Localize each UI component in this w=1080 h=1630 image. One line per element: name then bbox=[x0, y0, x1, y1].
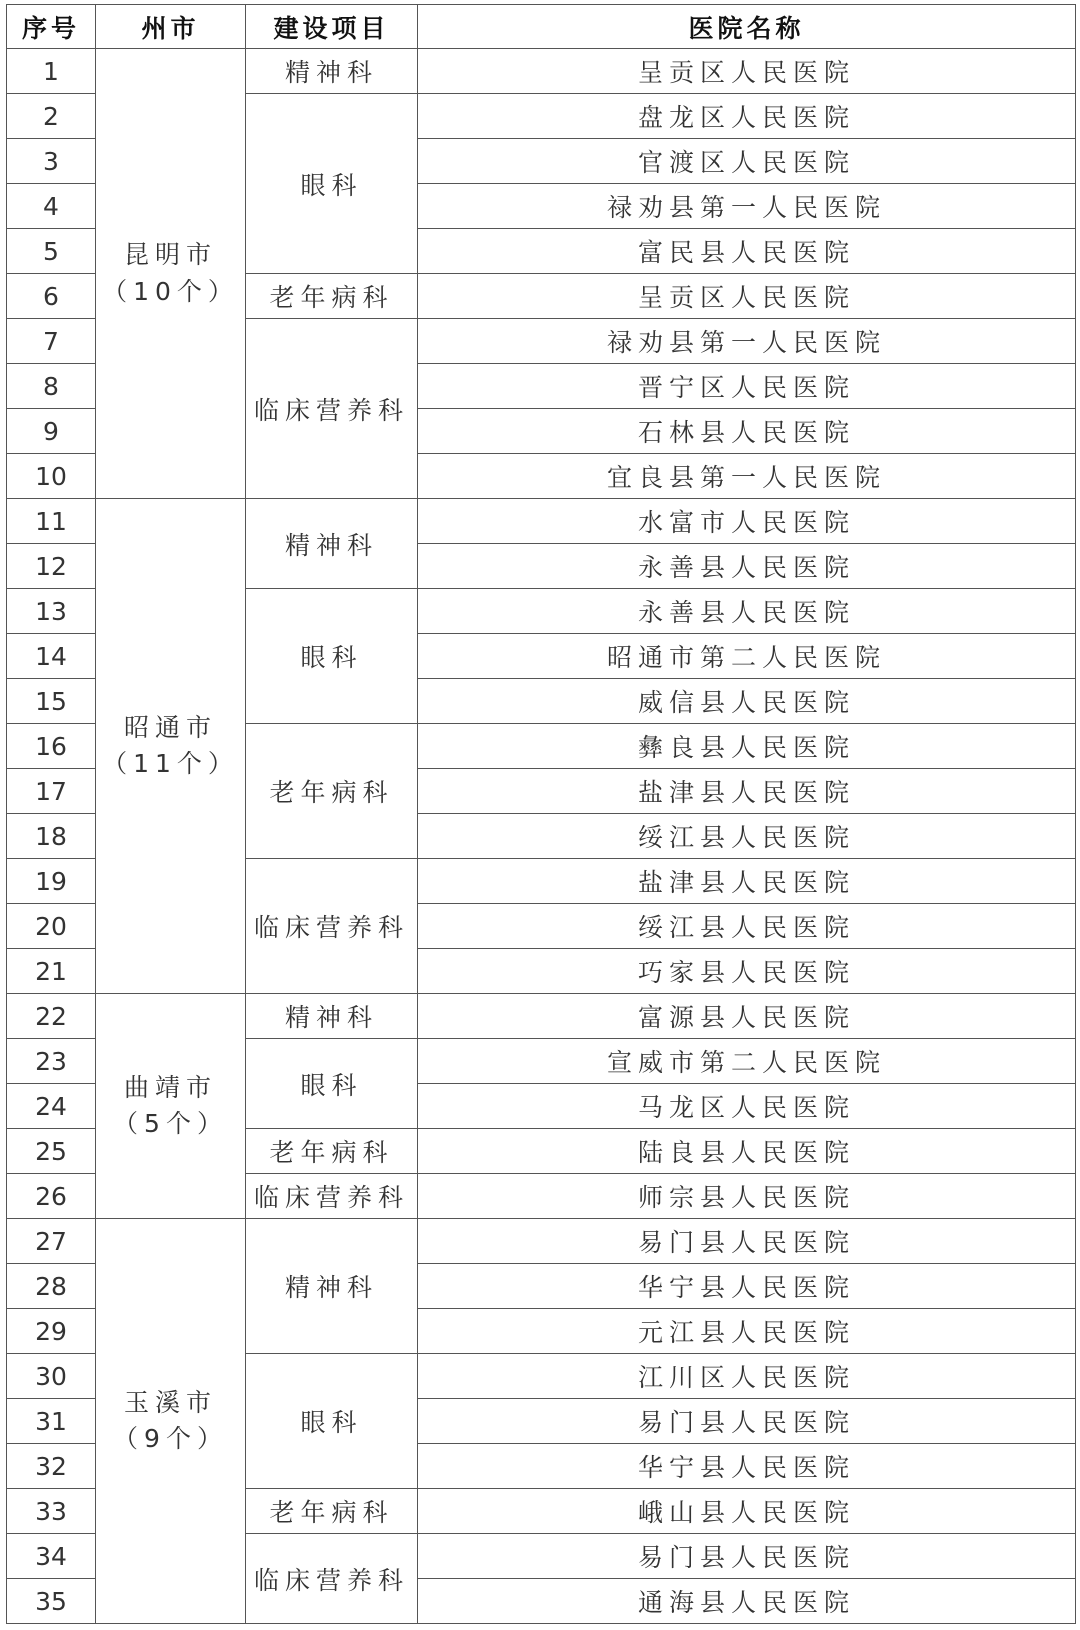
hospital-cell: 彝良县人民医院 bbox=[418, 724, 1076, 769]
city-count: （11个） bbox=[102, 749, 239, 778]
seq-cell: 29 bbox=[7, 1309, 96, 1354]
city-cell-yuxi bbox=[96, 1219, 246, 1624]
header-seq: 序号 bbox=[7, 5, 96, 49]
hospital-cell: 官渡区人民医院 bbox=[418, 139, 1076, 184]
hospital-cell: 富源县人民医院 bbox=[418, 994, 1076, 1039]
hospital-cell: 师宗县人民医院 bbox=[418, 1174, 1076, 1219]
header-city: 州市 bbox=[96, 5, 246, 49]
project-cell: 老年病科 bbox=[246, 724, 418, 859]
table-row bbox=[7, 1219, 1076, 1264]
project-cell: 眼科 bbox=[246, 1039, 418, 1129]
hospital-cell: 华宁县人民医院 bbox=[418, 1264, 1076, 1309]
hospital-cell: 昭通市第二人民医院 bbox=[418, 634, 1076, 679]
seq-cell: 34 bbox=[7, 1534, 96, 1579]
hospital-cell: 永善县人民医院 bbox=[418, 589, 1076, 634]
hospital-cell: 晋宁区人民医院 bbox=[418, 364, 1076, 409]
hospital-cell: 华宁县人民医院 bbox=[418, 1444, 1076, 1489]
seq-cell: 19 bbox=[7, 859, 96, 904]
city-name: 昆明市 bbox=[123, 240, 217, 270]
project-cell: 眼科 bbox=[246, 589, 418, 724]
hospital-cell: 宜良县第一人民医院 bbox=[418, 454, 1076, 499]
hospital-cell: 石林县人民医院 bbox=[418, 409, 1076, 454]
city-cell-qujing bbox=[96, 994, 246, 1219]
hospital-cell: 绥江县人民医院 bbox=[418, 904, 1076, 949]
hospital-cell: 呈贡区人民医院 bbox=[418, 274, 1076, 319]
seq-cell: 18 bbox=[7, 814, 96, 859]
hospital-cell: 禄劝县第一人民医院 bbox=[418, 184, 1076, 229]
project-cell: 临床营养科 bbox=[246, 319, 418, 499]
hospital-cell: 永善县人民医院 bbox=[418, 544, 1076, 589]
city-count: （5个） bbox=[113, 1109, 228, 1138]
hospital-cell: 宣威市第二人民医院 bbox=[418, 1039, 1076, 1084]
hospital-cell: 盘龙区人民医院 bbox=[418, 94, 1076, 139]
city-cell-kunming bbox=[96, 49, 246, 499]
seq-cell: 12 bbox=[7, 544, 96, 589]
project-cell: 临床营养科 bbox=[246, 1534, 418, 1624]
seq-cell: 13 bbox=[7, 589, 96, 634]
seq-cell: 31 bbox=[7, 1399, 96, 1444]
hospital-cell: 江川区人民医院 bbox=[418, 1354, 1076, 1399]
project-cell: 眼科 bbox=[246, 1354, 418, 1489]
seq-cell: 35 bbox=[7, 1579, 96, 1624]
hospital-cell: 元江县人民医院 bbox=[418, 1309, 1076, 1354]
hospital-cell: 通海县人民医院 bbox=[418, 1579, 1076, 1624]
seq-cell: 14 bbox=[7, 634, 96, 679]
project-cell: 精神科 bbox=[246, 499, 418, 589]
seq-cell: 1 bbox=[7, 49, 96, 94]
hospital-cell: 禄劝县第一人民医院 bbox=[418, 319, 1076, 364]
seq-cell: 23 bbox=[7, 1039, 96, 1084]
hospital-cell: 盐津县人民医院 bbox=[418, 859, 1076, 904]
header-hospital: 医院名称 bbox=[418, 5, 1076, 49]
seq-cell: 22 bbox=[7, 994, 96, 1039]
hospital-cell: 富民县人民医院 bbox=[418, 229, 1076, 274]
hospital-cell: 巧家县人民医院 bbox=[418, 949, 1076, 994]
seq-cell: 17 bbox=[7, 769, 96, 814]
hospital-cell: 陆良县人民医院 bbox=[418, 1129, 1076, 1174]
hospital-cell: 呈贡区人民医院 bbox=[418, 49, 1076, 94]
seq-cell: 9 bbox=[7, 409, 96, 454]
hospital-cell: 峨山县人民医院 bbox=[418, 1489, 1076, 1534]
seq-cell: 27 bbox=[7, 1219, 96, 1264]
hospital-cell: 威信县人民医院 bbox=[418, 679, 1076, 724]
seq-cell: 24 bbox=[7, 1084, 96, 1129]
seq-cell: 16 bbox=[7, 724, 96, 769]
seq-cell: 7 bbox=[7, 319, 96, 364]
seq-cell: 3 bbox=[7, 139, 96, 184]
hospital-table bbox=[6, 4, 1076, 1624]
city-count: （9个） bbox=[113, 1424, 228, 1453]
seq-cell: 5 bbox=[7, 229, 96, 274]
project-cell: 临床营养科 bbox=[246, 1174, 418, 1219]
project-cell: 老年病科 bbox=[246, 1489, 418, 1534]
seq-cell: 2 bbox=[7, 94, 96, 139]
seq-cell: 6 bbox=[7, 274, 96, 319]
seq-cell: 4 bbox=[7, 184, 96, 229]
project-cell: 精神科 bbox=[246, 49, 418, 94]
header-project: 建设项目 bbox=[246, 5, 418, 49]
seq-cell: 30 bbox=[7, 1354, 96, 1399]
table-row bbox=[7, 499, 1076, 544]
seq-cell: 25 bbox=[7, 1129, 96, 1174]
seq-cell: 11 bbox=[7, 499, 96, 544]
hospital-cell: 易门县人民医院 bbox=[418, 1399, 1076, 1444]
table-header-row bbox=[7, 5, 1076, 49]
seq-cell: 8 bbox=[7, 364, 96, 409]
project-cell: 老年病科 bbox=[246, 274, 418, 319]
project-cell: 眼科 bbox=[246, 94, 418, 274]
hospital-cell: 易门县人民医院 bbox=[418, 1534, 1076, 1579]
seq-cell: 33 bbox=[7, 1489, 96, 1534]
city-cell-zhaotong bbox=[96, 499, 246, 994]
project-cell: 临床营养科 bbox=[246, 859, 418, 994]
hospital-cell: 马龙区人民医院 bbox=[418, 1084, 1076, 1129]
project-cell: 精神科 bbox=[246, 1219, 418, 1354]
seq-cell: 20 bbox=[7, 904, 96, 949]
city-name: 昭通市 bbox=[123, 712, 217, 742]
project-cell: 精神科 bbox=[246, 994, 418, 1039]
hospital-cell: 水富市人民医院 bbox=[418, 499, 1076, 544]
city-name: 曲靖市 bbox=[123, 1072, 217, 1102]
seq-cell: 21 bbox=[7, 949, 96, 994]
hospital-cell: 易门县人民医院 bbox=[418, 1219, 1076, 1264]
seq-cell: 28 bbox=[7, 1264, 96, 1309]
hospital-cell: 盐津县人民医院 bbox=[418, 769, 1076, 814]
city-count: （10个） bbox=[102, 276, 239, 306]
project-cell: 老年病科 bbox=[246, 1129, 418, 1174]
table-row bbox=[7, 49, 1076, 94]
seq-cell: 26 bbox=[7, 1174, 96, 1219]
seq-cell: 15 bbox=[7, 679, 96, 724]
seq-cell: 32 bbox=[7, 1444, 96, 1489]
hospital-cell: 绥江县人民医院 bbox=[418, 814, 1076, 859]
seq-cell: 10 bbox=[7, 454, 96, 499]
table-row bbox=[7, 994, 1076, 1039]
city-name: 玉溪市 bbox=[123, 1387, 217, 1417]
